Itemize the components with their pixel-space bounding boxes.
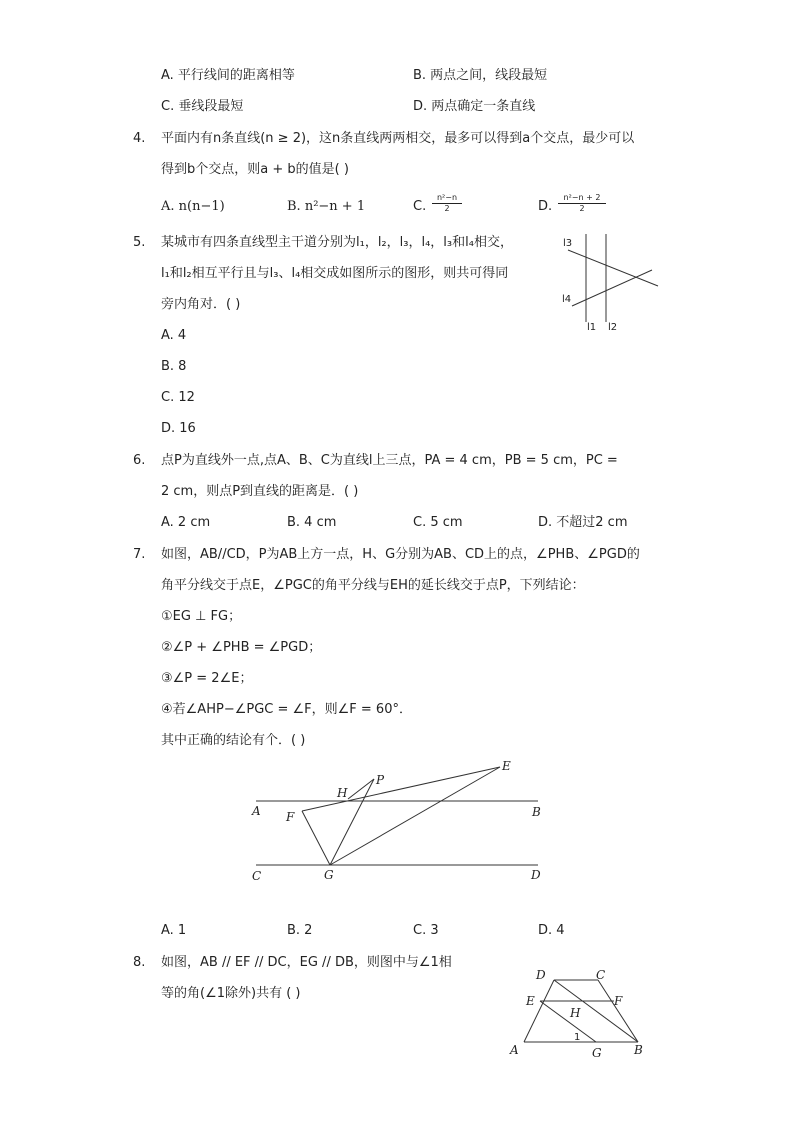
q7-conclusion-1: ①EG ⊥ FG；: [161, 609, 242, 624]
q5-option-d: D. 16: [161, 421, 196, 436]
q4-option-c-fraction: [432, 193, 462, 219]
q4-option-d-fraction: [558, 193, 606, 219]
q3-option-b: B. 两点之间，线段最短: [413, 68, 548, 83]
q4-option-c: C.: [413, 199, 427, 214]
q7-label-h: H: [337, 786, 348, 800]
q5-label-l2: l2: [608, 322, 618, 333]
q5-line-l3: [568, 250, 658, 286]
q8-label-c: C: [596, 968, 606, 982]
q4-option-d: D.: [538, 199, 553, 214]
q8-line1: 如图，AB // EF // DC，EG // DB，则图中与∠1相: [161, 955, 452, 970]
q8-label-1: 1: [574, 1032, 581, 1043]
q5-option-b: B. 8: [161, 359, 187, 374]
q8-number: 8.: [133, 955, 146, 970]
q5-number: 5.: [133, 235, 146, 250]
q8-figure: [506, 964, 656, 1064]
q5-figure: [558, 230, 668, 336]
q7-label-a: A: [252, 804, 261, 818]
q4-option-c-numerator: n²−n: [432, 193, 462, 204]
q5-line3: 旁内角对．( ): [161, 297, 241, 312]
q8-label-d: D: [536, 968, 546, 982]
q8-line-ad: [524, 980, 554, 1042]
q7-line2: 角平分线交于点E，∠PGC的角平分线与EH的延长线交于点P，下列结论：: [161, 578, 585, 593]
q6-number: 6.: [133, 453, 146, 468]
q5-option-a: A. 4: [161, 328, 187, 343]
q8-label-f: F: [614, 994, 623, 1008]
q4-option-d-numerator: n²−n + 2: [558, 193, 606, 204]
q7-label-e: E: [502, 759, 511, 773]
q3-option-d: D. 两点确定一条直线: [413, 99, 536, 114]
q5-line-l4: [572, 270, 652, 306]
q5-label-l4: l4: [562, 294, 572, 305]
q8-line2: 等的角(∠1除外)共有 ( ): [161, 986, 301, 1001]
q3-option-c: C. 垂线段最短: [161, 99, 244, 114]
q6-line1: 点P为直线外一点,点A、B、C为直线l上三点，PA = 4 cm，PB = 5 cm，PC =: [161, 453, 618, 468]
q8-label-h: H: [570, 1006, 581, 1020]
q6-option-a: A. 2 cm: [161, 515, 211, 530]
q7-number: 7.: [133, 547, 146, 562]
q4-option-d-denominator: 2: [579, 204, 585, 213]
q8-line-db: [554, 980, 638, 1042]
q3-option-a: A. 平行线间的距离相等: [161, 68, 295, 83]
q7-option-c: C. 3: [413, 923, 439, 938]
q7-label-p: P: [376, 773, 385, 787]
q4-option-a: A. n(n−1): [161, 199, 225, 214]
q4-line1: 平面内有n条直线(n ≥ 2)，这n条直线两两相交，最多可以得到a个交点，最少可以: [161, 131, 635, 146]
q7-label-f: F: [286, 810, 295, 824]
q5-line2: l₁和l₂相互平行且与l₃、l₄相交成如图所示的图形，则共可得同: [161, 266, 509, 281]
q7-option-b: B. 2: [287, 923, 313, 938]
q8-label-e: E: [526, 994, 535, 1008]
q8-label-a: A: [510, 1043, 519, 1057]
q7-line1: 如图，AB//CD，P为AB上方一点，H、G分别为AB、CD上的点，∠PHB、∠PGD的: [161, 547, 640, 562]
q4-option-b: B. n²−n + 1: [287, 199, 366, 214]
q8-line-eg: [540, 1001, 596, 1042]
q4-line2: 得到b个交点，则a + b的值是( ): [161, 162, 349, 177]
q4-option-c-denominator: 2: [444, 204, 450, 213]
q7-label-b: B: [532, 805, 541, 819]
q6-line2: 2 cm，则点P到直线的距离是．( ): [161, 484, 359, 499]
q8-line-cb: [598, 980, 638, 1042]
q7-line-fe: [302, 767, 500, 811]
q5-option-c: C. 12: [161, 390, 195, 405]
q7-label-d: D: [531, 868, 541, 882]
q6-option-c: C. 5 cm: [413, 515, 463, 530]
q5-label-l3: l3: [563, 238, 573, 249]
q4-number: 4.: [133, 131, 146, 146]
q5-line1: 某城市有四条直线型主干道分别为l₁，l₂，l₃，l₄，l₃和l₄相交，: [161, 235, 513, 250]
q7-option-d: D. 4: [538, 923, 565, 938]
q7-option-a: A. 1: [161, 923, 187, 938]
q7-conclusion-3: ③∠P = 2∠E；: [161, 671, 253, 686]
q8-label-g: G: [592, 1046, 602, 1060]
q7-label-c: C: [252, 869, 262, 883]
q6-option-b: B. 4 cm: [287, 515, 337, 530]
q7-line-fg: [302, 811, 330, 865]
q5-label-l1: l1: [587, 322, 597, 333]
q7-conclusion-4: ④若∠AHP−∠PGC = ∠F，则∠F = 60°．: [161, 702, 412, 717]
q7-question: 其中正确的结论有个．( ): [161, 733, 306, 748]
q8-label-b: B: [634, 1043, 643, 1057]
q7-label-g: G: [324, 868, 334, 882]
q7-figure: [240, 755, 560, 890]
q6-option-d: D. 不超过2 cm: [538, 515, 628, 530]
q7-conclusion-2: ②∠P + ∠PHB = ∠PGD；: [161, 640, 322, 655]
